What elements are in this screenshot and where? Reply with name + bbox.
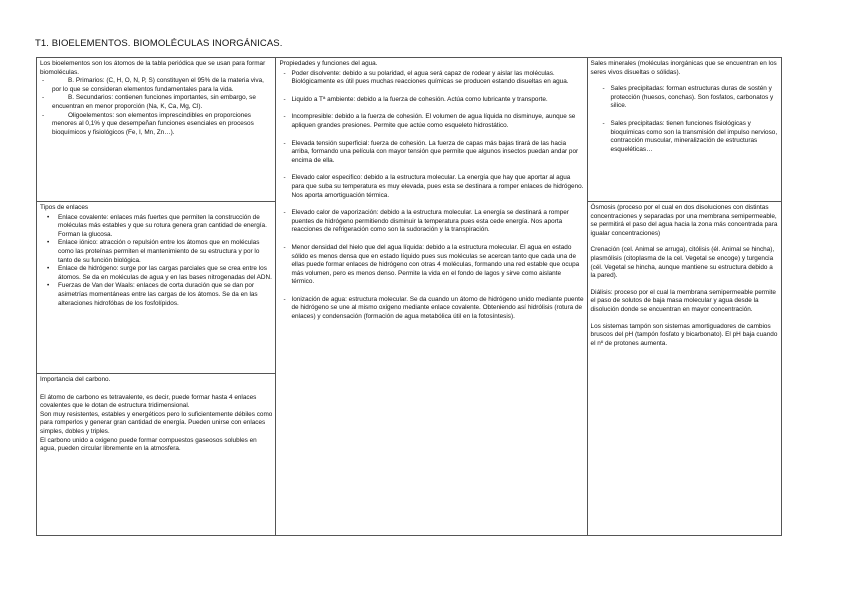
osmosis-cell xyxy=(587,202,781,536)
list-item: - Incompresible: debido a la fuerza de cohesión. El volumen de agua líquida no disminuye, aunque se apliquen grandes presiones. Permite que actúe como esqueleto hidrostático. xyxy=(279,113,583,130)
enlaces-list xyxy=(40,214,272,309)
list-item: - Menor densidad del hielo que del agua líquida: debido a la estructura molecular. El agua en estado sólido es menos densa que en estado líquido pues sus moléculas se acercan tanto que cada una de ellas puede formar enlaces de hidrógeno con otras 4 moléculas, formando una red estable que ocupa más volumen, pero es menos denso. Permite la vida en el fondo de lagos y sirve como aislante térmico. xyxy=(279,244,583,287)
carbono-paragraph: El carbono unido a oxigeno puede formar compuestos gaseosos solubles en agua, pueden circular libremente en la atmosfera. xyxy=(40,436,257,453)
list-item: - Poder disolvente: debido a su polaridad, el agua será capaz de rodear y aislar las moléculas. Biológicamente es útil pues muchas reacciones químicas se producen estando disueltas en agua. xyxy=(279,70,583,87)
list-item: - Elevado calor especifico: debido a la estructura molecular. La energía que hay que aportar al agua para que suba su temperatura es muy elevada, pues esta se destinara a romper enlaces de hidrógeno. Nos aporta amortiguación térmica. xyxy=(279,174,583,200)
notes-table xyxy=(36,57,782,536)
agua-heading: Propiedades y funciones del agua. xyxy=(279,60,378,67)
list-item: • Fuerzas de Van der Waals: enlaces de corta duración que se dan por asimetrías momentáneas entre las cargas de los átomos. Se da en las alteraciones hidrofóbas de los fosfolípidos. xyxy=(46,282,272,308)
crenacion-paragraph: Crenación (cel. Animal se arruga), citólisis (él. Animal se hincha), plasmólisis (citoplasma de la cel. Vegetal se encoge) y turgencia (cél. Vegetal se hincha, aunque mantiene su estructura debido a la pared). xyxy=(590,246,775,280)
sales-intro: Sales minerales (moléculas inorgánicas que se encuentran en los seres vivos disueltas o sólidas). xyxy=(590,60,777,76)
list-item: • Enlace covalente: enlaces más fuertes que permiten la construcción de moléculas más estables y que su rotura genera gran cantidad de energía. Forman la glucosa. xyxy=(46,214,272,240)
bioelemento-oligoelementos: - Oligoelementos: son elementos imprescindibles en proporciones menores al 0,1% y que desempeñan funciones esenciales en procesos bioquímicos y fisiológicos (Fe, I, Mn, Zn…). xyxy=(40,112,272,138)
agua-list xyxy=(279,70,583,322)
list-item: • Enlace de hidrógeno: surge por las cargas parciales que se crea entre los átomos. Se da en moléculas de agua y en las bases nitrogenadas del ADN. xyxy=(46,265,272,282)
list-item: - Elevado calor de vaporización: debido a la estructura molecular. La energía se destinará a romper puentes de hidrógeno permitiendo disminuir la temperatura pues esta cede energía. Nos aporta reacciones de refrigeración como son la sudoración y la transpiración. xyxy=(279,209,583,235)
bioelemento-secundarios: - B. Secundarios: contienen funciones importantes, sin embargo, se encuentran en menor proporción (Na, K, Ca, Mg, Cl). xyxy=(40,94,272,111)
list-item: - Elevada tensión superficial: fuerza de cohesión. La fuerza de capas más bajas tirará de las hacia arriba, formando una película con mayor tensión que permite que algunos insectos puedan andar por encima de ella. xyxy=(279,140,583,166)
dialisis-paragraph: Diálisis: proceso por el cual la membrana semipermeable permite el paso de solutos de baja masa molecular y agua desde la disolución donde se encuentran en mayor concentración. xyxy=(590,288,776,313)
list-item: - Sales precipitadas: tienen funciones fisiológicas y bioquímicas como son la transmisión del impulso nervioso, contracción muscular, mineralización de estructuras esqueléticas… xyxy=(599,120,778,154)
page-title: T1. BIOELEMENTOS. BIOMOLÉCULAS INORGÁNICAS. xyxy=(35,38,283,49)
list-item: - Sales precipitadas: forman estructuras duras de sostén y protección (huesos, conchas). Son fosfatos, carbonatos y silice. xyxy=(599,85,778,111)
list-item: - Liquido a Tª ambiente: debido a la fuerza de cohesión. Actúa como lubricante y transporte. xyxy=(279,96,583,105)
bioelementos-intro: Los bioelementos son los átomos de la tabla periódica que se usan para formar biomoléculas. xyxy=(40,60,266,76)
list-item: - Ionización de agua: estructura molecular. Se da cuando un átomo de hidrógeno unido mediante puente de hidrógeno se une al mismo oxigeno mediante enlace covalente. Obteniendo así hidrólisis (rotura de enlaces) y condensación (formación de agua metabólica útil en la fotosíntesis). xyxy=(279,296,583,322)
enlaces-cell xyxy=(37,202,276,374)
bioelemento-primarios: - B. Primarios: (C, H, O, N, P, S) constituyen el 95% de la materia viva, por lo que se consideran elementos fundamentales para la vida. xyxy=(40,77,272,94)
carbono-cell xyxy=(37,374,276,536)
bioelementos-cell xyxy=(37,58,276,202)
sales-cell xyxy=(587,58,781,202)
carbono-paragraph: Son muy resistentes, estables y energéticos pero lo suficientemente débiles como para romperlos y generar gran cantidad de energía. Pueden unirse con enlaces simples, dobles y triples. xyxy=(40,410,273,435)
enlaces-heading: Tipos de enlaces xyxy=(40,204,89,211)
carbono-paragraph: El átomo de carbono es tetravalente, es decir, puede formar hasta 4 enlaces covalentes que le dotan de estructura tridimensional. xyxy=(40,393,257,410)
carbono-heading: Importancia del carbono. xyxy=(40,376,111,383)
tampon-paragraph: Los sistemas tampón son sistemas amortiguadores de cambios bruscos del pH (tampón fosfato y bicarbonato). El pH baja cuando el nº de protones aumenta. xyxy=(590,322,778,347)
list-item: • Enlace iónico: atracción o repulsión entre los átomos que en moléculas como las proteínas permiten el mantenimiento de su estructura y por lo tanto de su función biológica. xyxy=(46,239,272,265)
osmosis-paragraph: Ósmosis (proceso por el cual en dos disoluciones con distintas concentraciones y separadas por una membrana semipermeable, se permitirá el paso del agua hacia la zona más concentrada para igualar concentraciones) xyxy=(590,204,778,237)
agua-cell xyxy=(276,58,587,536)
sales-list xyxy=(591,85,778,154)
